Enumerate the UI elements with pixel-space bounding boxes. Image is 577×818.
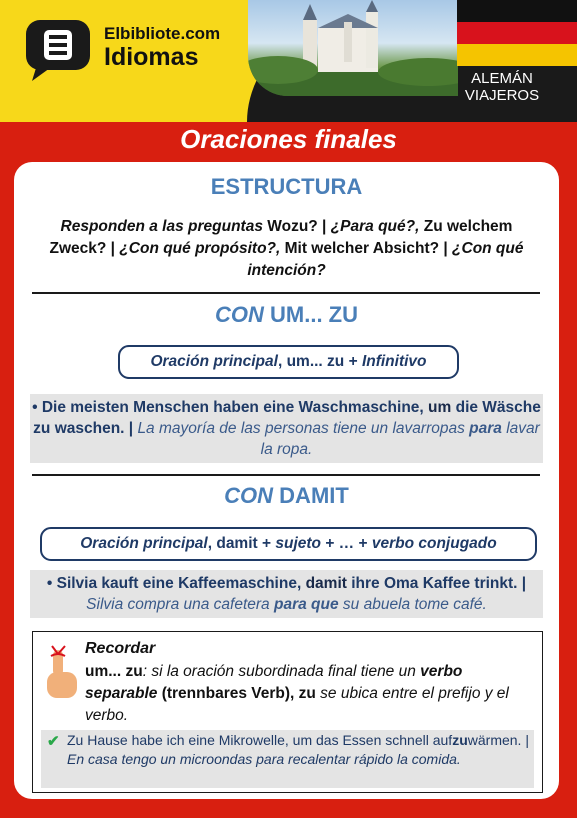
heading-estructura: ESTRUCTURA bbox=[210, 174, 363, 199]
recordar-title: Recordar bbox=[85, 640, 156, 657]
divider bbox=[32, 292, 540, 294]
language-label: ALEMÁN bbox=[471, 70, 533, 87]
estructura-text: Responden a las preguntas Wozu? | ¿Para qué?, Zu welchem Zweck? | ¿Con qué propósito?, Mit welcher Absicht? | ¿Con qué intención? bbox=[49, 218, 524, 279]
recordar-box bbox=[32, 631, 543, 793]
formula-damit: Oración principal, damit + sujeto + … + verbo conjugado bbox=[40, 527, 537, 561]
recordar-text: um... zu: si la oración subordinada final tiene un verbo separable (trennbares Verb), zu se ubica entre el prefijo y el verbo. bbox=[85, 663, 509, 724]
level-label: VIAJEROS bbox=[464, 87, 540, 104]
recordar-example bbox=[41, 730, 534, 788]
page-title: Oraciones finales bbox=[180, 124, 397, 154]
finger-with-string-icon bbox=[43, 642, 81, 700]
heading-damit: CON DAMIT bbox=[224, 483, 349, 508]
example-um-zu: • Die meisten Menschen haben eine Waschmaschine, um die Wäsche zu waschen. | La mayoría de las personas tiene un lavarropas para lavar la ropa. bbox=[30, 394, 543, 463]
germany-flag-icon bbox=[457, 0, 577, 66]
castle-photo bbox=[248, 0, 458, 96]
brand-site: Elbibliote.com bbox=[104, 24, 221, 43]
formula-um-zu: Oración principal, um... zu + Infinitivo bbox=[118, 345, 459, 379]
check-icon: ✔ bbox=[47, 733, 60, 750]
example-damit: • Silvia kauft eine Kaffeemaschine, damit ihre Oma Kaffee trinkt. | Silvia compra una cafetera para que su abuela tome café. bbox=[30, 570, 543, 618]
content-card bbox=[14, 162, 559, 799]
brand-name: Idiomas bbox=[104, 43, 199, 71]
recordar-example-text: Zu Hause habe ich eine Mikrowelle, um das Essen schnell aufzuwärmen. | En casa tengo un microondas para recalentar rápido la comida. bbox=[67, 732, 529, 767]
heading-um-zu: CON UM... ZU bbox=[215, 302, 358, 327]
book-chat-logo-icon bbox=[22, 18, 94, 82]
divider bbox=[32, 474, 540, 476]
header bbox=[0, 0, 577, 122]
level-badge bbox=[457, 70, 547, 104]
